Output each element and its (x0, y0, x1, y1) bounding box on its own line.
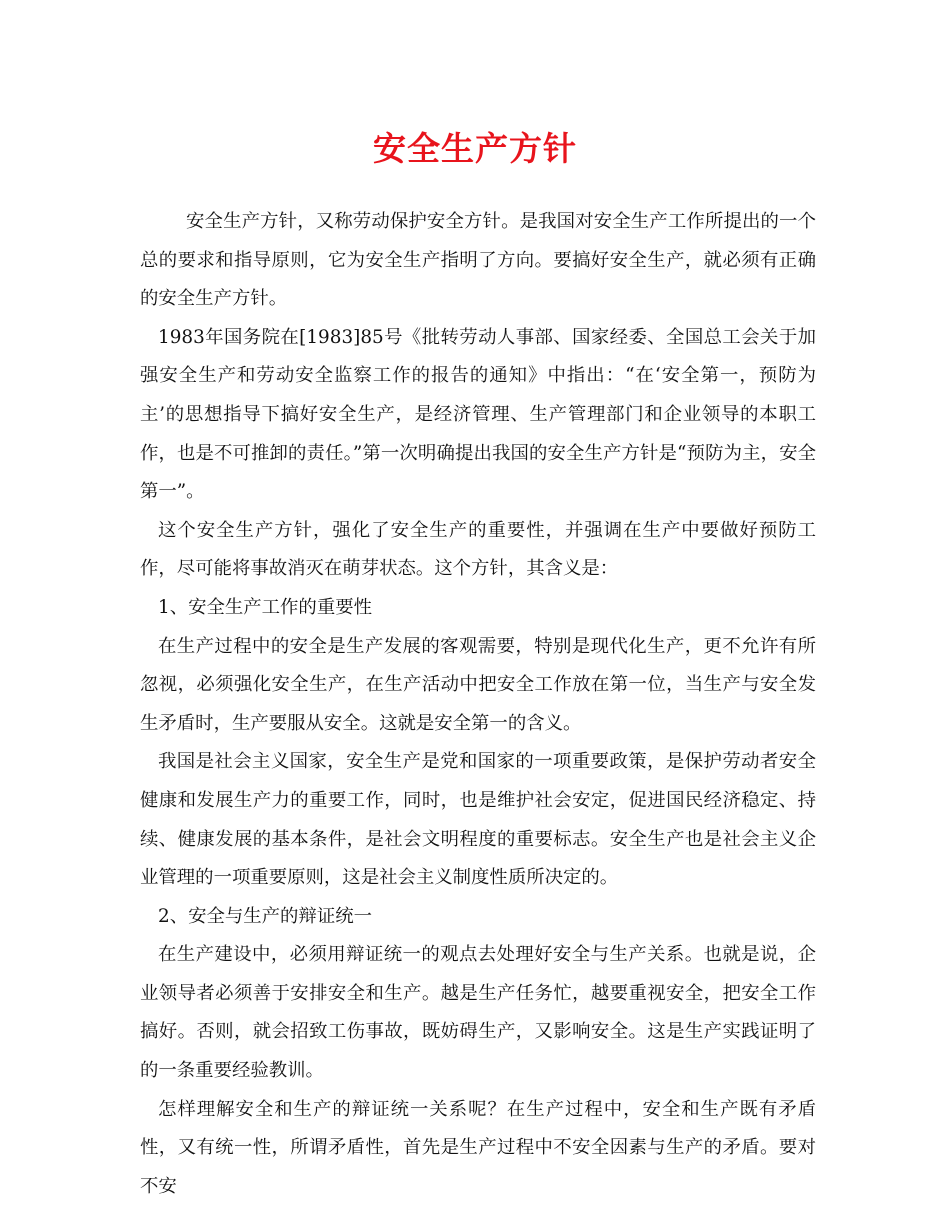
paragraph-intro: 安全生产方针，又称劳动保护安全方针。是我国对安全生产工作所提出的一个总的要求和指导原则，它为安全生产指明了方向。要搞好安全生产，就必须有正确的安全生产方针。 (140, 211, 816, 310)
paragraph-understanding: 怎样理解安全和生产的辩证统一关系呢？在生产过程中，安全和生产既有矛盾性，又有统一性，所谓矛盾性，首先是生产过程中不安全因素与生产的矛盾。要对不安 (140, 1098, 816, 1197)
paragraph-policy-meaning: 这个安全生产方针，强化了安全生产的重要性，并强调在生产中要做好预防工作，尽可能将事故消灭在萌芽状态。这个方针，其含义是： (140, 519, 816, 580)
section-heading-importance: 1、安全生产工作的重要性 (158, 596, 372, 618)
paragraph-production-safety: 在生产过程中的安全是生产发展的客观需要，特别是现代化生产，更不允许有所忽视，必须强化安全生产，在生产活动中把安全工作放在第一位，当生产与安全发生矛盾时，生产要服从安全。这就是安全第一的含义。 (140, 635, 816, 734)
section-heading-dialectic: 2、安全与生产的辩证统一 (158, 905, 372, 927)
document-body (140, 203, 816, 1206)
paragraph-socialist-policy: 我国是社会主义国家，安全生产是党和国家的一项重要政策，是保护劳动者安全健康和发展生产力的重要工作，同时，也是维护社会安定，促进国民经济稳定、持续、健康发展的基本条件，是社会文明程度的重要标志。安全生产也是社会主义企业管理的一项重要原则，这是社会主义制度性质所决定的。 (140, 751, 816, 889)
paragraph-1983-notice: 1983年国务院在[1983]85号《批转劳动人事部、国家经委、全国总工会关于加强安全生产和劳动安全监察工作的报告的通知》中指出：“在‘安全第一，预防为主’的思想指导下搞好安全生产，是经济管理、生产管理部门和企业领导的本职工作，也是不可推卸的责任。”第一次明确提出我国的安全生产方针是“预防为主，安全第一”。 (140, 326, 816, 503)
paragraph-construction: 在生产建设中，必须用辩证统一的观点去处理好安全与生产关系。也就是说，企业领导者必须善于安排安全和生产。越是生产任务忙，越要重视安全，把安全工作搞好。否则，就会招致工伤事故，既妨碍生产，又影响安全。这是生产实践证明了的一条重要经验教训。 (140, 944, 816, 1082)
document-title: 安全生产方针 (373, 129, 577, 168)
